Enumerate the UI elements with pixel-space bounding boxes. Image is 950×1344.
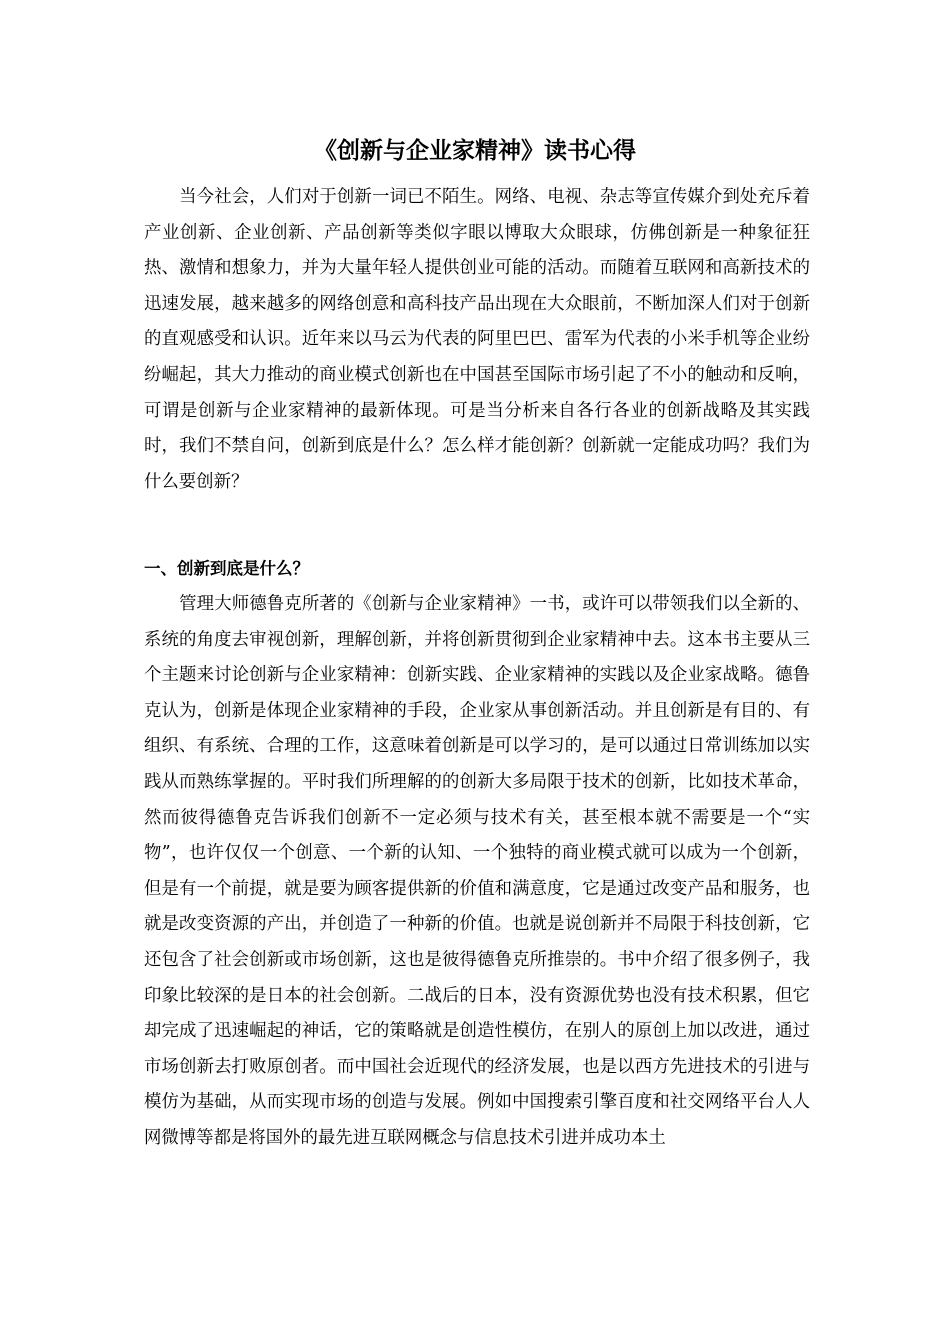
body-paragraph	[144, 587, 810, 1157]
section-heading: 一、创新到底是什么？	[144, 559, 309, 578]
document-title: 《创新与企业家精神》读书心得	[314, 137, 636, 164]
body-paragraph-text: 管理大师德鲁克所著的《创新与企业家精神》一书，或许可以带领我们以全新的、系统的角度去审视创新，理解创新，并将创新贯彻到企业家精神中去。这本书主要从三个主题来讨论创新与企业家精神：创新实践、企业家精神的实践以及企业家战略。德鲁克认为，创新是体现企业家精神的手段，企业家从事创新活动。并且创新是有目的、有组织、有系统、合理的工作，这意味着创新是可以学习的，是可以通过日常训练加以实践从而熟练掌握的。平时我们所理解的的创新大多局限于技术的创新，比如技术革命，然而彼得德鲁克告诉我们创新不一定必须与技术有关，甚至根本就不需要是一个“实物”，也许仅仅一个创意、一个新的认知、一个独特的商业模式就可以成为一个创新，但是有一个前提，就是要为顾客提供新的价值和满意度，它是通过改变产品和服务，也就是改变资源的产出，并创造了一种新的价值。也就是说创新并不局限于科技创新，它还包含了社会创新或市场创新，这也是彼得德鲁克所推崇的。书中介绍了很多例子，我印象比较深的是日本的社会创新。二战后的日本，没有资源优势也没有技术积累，但它却完成了迅速崛起的神话，它的策略就是创造性模仿，在别人的原创上加以改进，通过市场创新去打败原创者。而中国社会近现代的经济发展，也是以西方先进技术的引进与模仿为基础，从而实现市场的创造与发展。例如中国搜索引擎百度和社交网络平台人人网微博等都是将国外的最先进互联网概念与信息技术引进并成功本土	[144, 594, 810, 1148]
intro-paragraph	[144, 180, 810, 500]
intro-paragraph-text: 当今社会，人们对于创新一词已不陌生。网络、电视、杂志等宣传媒介到处充斥着产业创新、企业创新、产品创新等类似字眼以博取大众眼球，仿佛创新是一种象征狂热、激情和想象力，并为大量年轻人提供创业可能的活动。而随着互联网和高新技术的迅速发展，越来越多的网络创意和高科技产品出现在大众眼前，不断加深人们对于创新的直观感受和认识。近年来以马云为代表的阿里巴巴、雷军为代表的小米手机等企业纷纷崛起，其大力推动的商业模式创新也在中国甚至国际市场引起了不小的触动和反响，可谓是创新与企业家精神的最新体现。可是当分析来自各行各业的创新战略及其实践时，我们不禁自问，创新到底是什么？怎么样才能创新？创新就一定能成功吗？我们为什么要创新？	[144, 187, 810, 492]
